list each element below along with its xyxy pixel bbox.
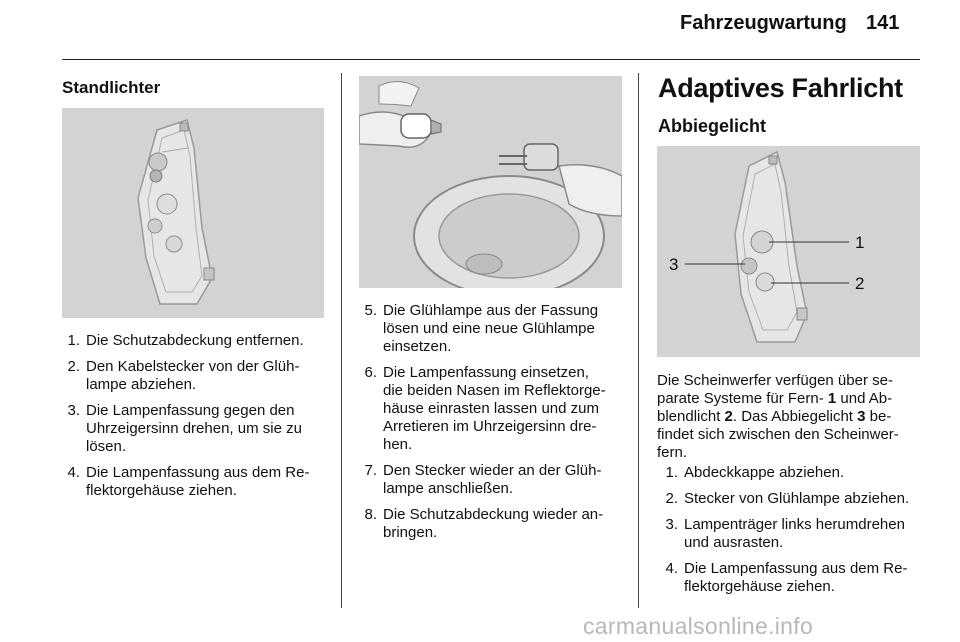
middle-steps-list: [359, 302, 627, 550]
step-text: Lampenträger links herumdrehen und ausrasten.: [684, 516, 905, 551]
step-number: 4.: [67, 464, 80, 481]
step-number: 4.: [665, 560, 678, 577]
step-number: 3.: [67, 402, 80, 419]
section-heading-standlichter: Standlichter: [62, 78, 161, 97]
list-item: [62, 332, 334, 350]
step-text: Die Glühlampe aus der Fassung lösen und eine neue Glühlampe einsetzen.: [383, 302, 599, 355]
callout-label-3: 3: [669, 255, 679, 274]
list-item: [62, 464, 334, 500]
step-text: Abdeckkappe abziehen.: [684, 464, 845, 481]
list-item: [359, 506, 627, 542]
step-text: Den Kabelstecker von der Glüh- lampe abziehen.: [86, 358, 300, 393]
step-number: 2.: [665, 490, 678, 507]
intro-paragraph: [657, 372, 925, 462]
right-steps-list: [660, 464, 928, 604]
callout-label-1: 1: [855, 233, 865, 252]
list-item: [660, 464, 928, 482]
step-text: Die Schutzabdeckung entfernen.: [86, 332, 304, 349]
section-heading-adaptives-fahrlicht: Adaptives Fahrlicht: [658, 73, 903, 103]
intro-bold-1: 1: [827, 390, 837, 407]
step-number: 5.: [364, 302, 377, 319]
step-number: 3.: [665, 516, 678, 533]
intro-text-4: be- findet sich zwischen den Scheinwer- fern.: [657, 408, 899, 461]
figure-bulb-replacement: [359, 76, 622, 288]
figure-rear-lamp-housing: [62, 108, 324, 318]
list-item: [359, 302, 627, 356]
page-number: 141: [866, 12, 900, 34]
list-item: [660, 516, 928, 552]
figure-cornering-light: [657, 146, 920, 357]
step-number: 6.: [364, 364, 377, 381]
list-item: [62, 358, 334, 394]
callout-label-2: 2: [855, 274, 865, 293]
list-item: [62, 402, 334, 456]
list-item: [359, 462, 627, 498]
step-number: 1.: [67, 332, 80, 349]
step-number: 8.: [364, 506, 377, 523]
intro-text-3: . Das Abbiegelicht: [732, 408, 858, 425]
step-text: Die Lampenfassung einsetzen, die beiden Nasen im Reflektorge- häuse einrasten lassen und zum Arretieren im Uhrzeigersinn dre- hen.: [383, 364, 606, 453]
step-number: 1.: [665, 464, 678, 481]
intro-bold-3: 3: [857, 408, 866, 425]
left-steps-list: [62, 332, 334, 508]
list-item: [660, 560, 928, 596]
intro-bold-2: 2: [724, 408, 733, 425]
step-text: Stecker von Glühlampe abziehen.: [684, 490, 910, 507]
list-item: [660, 490, 928, 508]
step-text: Den Stecker wieder an der Glüh- lampe anschließen.: [383, 462, 602, 497]
intro-text-1: Die Scheinwerfer verfügen über se- parate Systeme für Fern-: [657, 372, 893, 407]
step-number: 2.: [67, 358, 80, 375]
header-divider: [62, 59, 920, 60]
list-item: [359, 364, 627, 454]
column-divider-2: [638, 73, 639, 608]
column-divider-1: [341, 73, 342, 608]
step-text: Die Schutzabdeckung wieder an- bringen.: [383, 506, 604, 541]
watermark-text: carmanualsonline.info: [583, 613, 814, 639]
page-header-title: Fahrzeugwartung: [680, 12, 847, 34]
step-text: Die Lampenfassung aus dem Re- flektorgehäuse ziehen.: [86, 464, 310, 499]
step-text: Die Lampenfassung aus dem Re- flektorgehäuse ziehen.: [684, 560, 908, 595]
step-number: 7.: [364, 462, 377, 479]
subsection-heading-abbiegelicht: Abbiegelicht: [658, 116, 767, 136]
intro-text-2: und Ab- blendlicht: [657, 390, 893, 425]
step-text: Die Lampenfassung gegen den Uhrzeigersinn drehen, um sie zu lösen.: [86, 402, 302, 455]
